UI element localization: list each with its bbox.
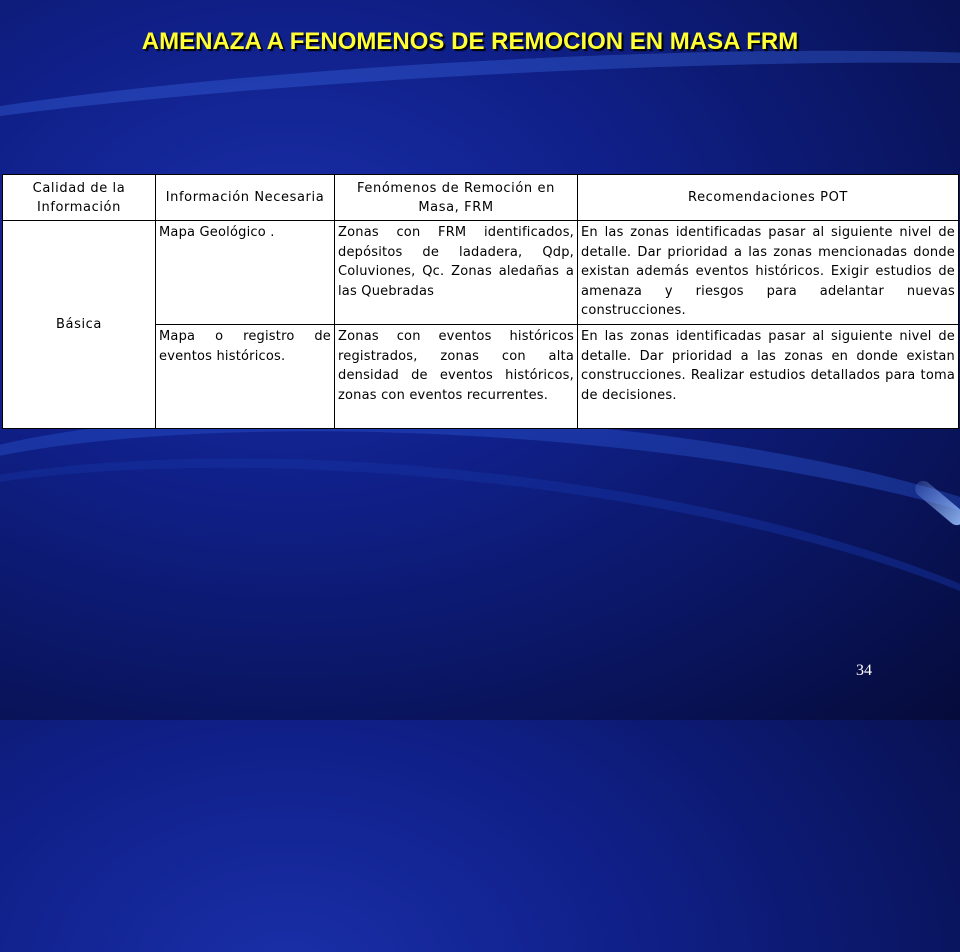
page-number: 34 (856, 662, 872, 679)
background-accent (912, 478, 960, 529)
info-cell: Mapa o registro de eventos históricos. (156, 325, 335, 429)
background-swoosh (0, 375, 960, 783)
header-fenomenos: Fenómenos de Remoción en Masa, FRM (335, 175, 578, 221)
background-swoosh (0, 398, 960, 952)
recommendation-cell: En las zonas identificadas pasar al siguiente nivel de detalle. Dar prioridad a las zonas en donde existan construcciones. Realizar estudios detallados para toma de decisiones. (578, 325, 959, 429)
recommendation-cell: En las zonas identificadas pasar al siguiente nivel de detalle. Dar prioridad a las zonas mencionadas donde existan además eventos históricos. Exigir estudios de amenaza y riesgos para adelantar nuevas construcciones. (578, 221, 959, 325)
recommendations-table-container (2, 174, 958, 429)
slide-title: AMENAZA A FENOMENOS DE REMOCION EN MASA FRM (141, 28, 799, 55)
header-calidad: Calidad de la Información (3, 175, 156, 221)
table-header-row (3, 175, 959, 221)
frm-cell: Zonas con FRM identificados, depósitos de ladadera, Qdp, Coluviones, Qc. Zonas aledañas a las Quebradas (335, 221, 578, 325)
header-informacion: Información Necesaria (156, 175, 335, 221)
info-cell: Mapa Geológico . (156, 221, 335, 325)
header-recomendaciones: Recomendaciones POT (578, 175, 959, 221)
table-row (3, 221, 959, 325)
level-cell: Básica (3, 221, 156, 429)
frm-cell: Zonas con eventos históricos registrados, zonas con alta densidad de eventos históricos, zonas con eventos recurrentes. (335, 325, 578, 429)
recommendations-table (2, 174, 959, 429)
